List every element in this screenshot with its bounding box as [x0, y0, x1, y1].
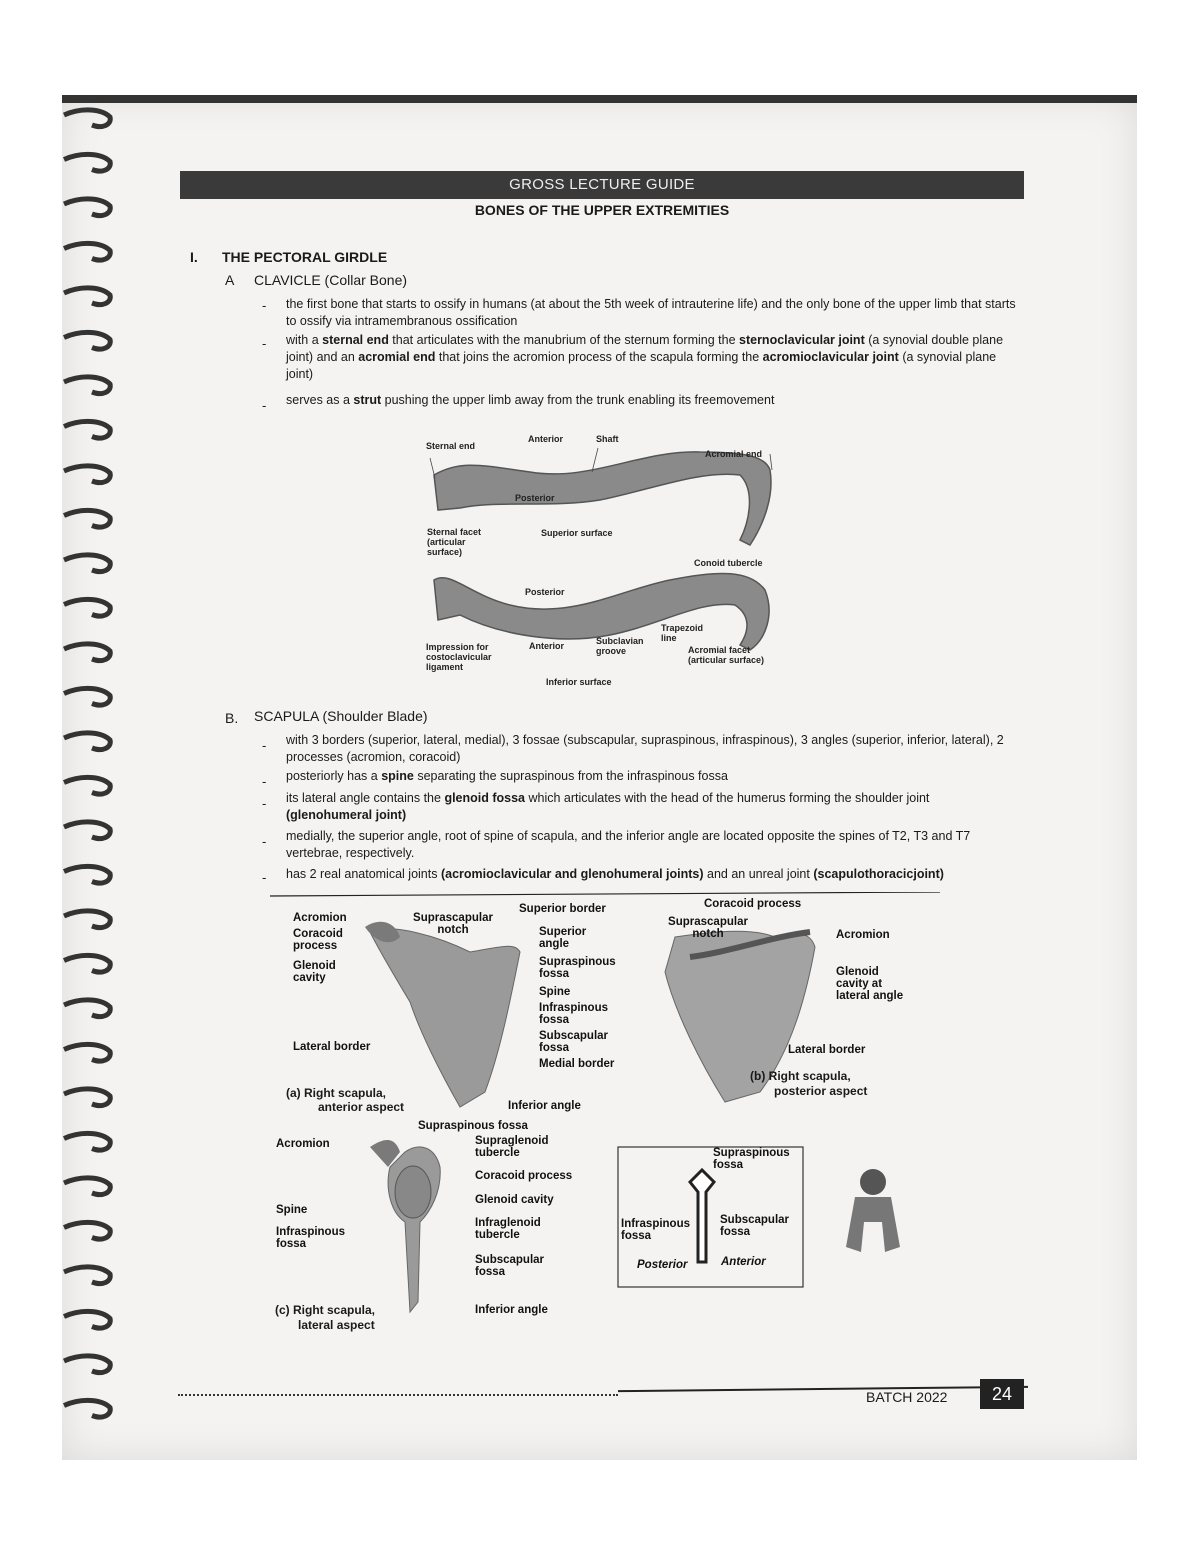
footer-dotted-line — [178, 1394, 618, 1396]
bullet-dash: - — [262, 774, 267, 789]
scapula-bullet-2: posteriorly has a spine separating the supraspinous from the infraspinous fossa — [286, 769, 728, 783]
section-title: THE PECTORAL GIRDLE — [222, 249, 388, 265]
bullet-dash: - — [262, 336, 267, 351]
label-impression: Impression for costoclavicular ligament — [426, 642, 492, 672]
spiral-coil — [64, 555, 110, 572]
a-caption-line2: anterior aspect — [318, 1100, 405, 1114]
section-number: I. — [190, 249, 198, 265]
c-infraglenoid-tubercle: Infraglenoid tubercle — [475, 1217, 541, 1241]
clavicle-bullet-3: serves as a strut pushing the upper limb away from the trunk enabling its freemovement — [286, 393, 775, 407]
bullet-dash: - — [262, 738, 267, 753]
box-supraspinous-fossa: Supraspinous fossa — [713, 1147, 790, 1171]
label-inferior-surface: Inferior surface — [546, 677, 612, 687]
c-glenoid-cavity: Glenoid cavity — [475, 1194, 554, 1206]
scapula-heading: SCAPULA (Shoulder Blade) — [254, 708, 428, 724]
b-caption-line2: posterior aspect — [774, 1084, 868, 1098]
bullet-dash: - — [262, 870, 267, 885]
spiral-coil — [64, 377, 110, 394]
a-caption-line1: (a) Right scapula, — [286, 1086, 387, 1100]
spiral-coil — [64, 466, 110, 483]
a-medial-border: Medial border — [539, 1058, 615, 1070]
label-subclavian-groove: Subclavian groove — [596, 636, 644, 656]
label-acromial-facet: Acromial facet (articular surface) — [688, 645, 765, 665]
a-lateral-border: Lateral border — [293, 1041, 371, 1053]
spiral-coil — [64, 1400, 110, 1417]
spiral-coil — [64, 332, 110, 349]
spiral-coil — [64, 1044, 110, 1061]
clavicle-bullet-2: with a sternal end that articulates with the manubrium of the sternum forming the sternoclavicular joint (a synovial double plane joint) and an acromial end that joins the acromion process of the scapula forming the acromioclavicular joint (a synovial plane joint) — [286, 333, 1004, 381]
c-acromion: Acromion — [276, 1138, 330, 1150]
scapula-bullet-5: has 2 real anatomical joints (acromioclavicular and glenohumeral joints) and an unreal joint (scapulothoracicjoint) — [286, 867, 944, 881]
label-sternal-end: Sternal end — [426, 441, 476, 451]
c-coracoid-process: Coracoid process — [475, 1170, 573, 1182]
clavicle-bullet-1: the first bone that starts to ossify in humans (at about the 5th week of intrauterine life) and the only bone of the upper limb that starts to ossify via intramembranous ossification — [286, 297, 1016, 328]
spiral-coil — [64, 866, 110, 883]
spiral-coil — [64, 1000, 110, 1017]
label-trapezoid-line: Trapezoid line — [661, 623, 704, 643]
c-caption-line2: lateral aspect — [298, 1318, 375, 1332]
b-acromion: Acromion — [836, 929, 890, 941]
spiral-coil — [64, 1311, 110, 1328]
b-caption-line1: (b) Right scapula, — [750, 1069, 851, 1083]
spiral-coil — [64, 110, 110, 127]
label-anterior-bottom: Anterior — [529, 641, 565, 651]
spiral-coil — [64, 1222, 110, 1239]
c-supraspinous-fossa: Supraspinous fossa — [418, 1120, 528, 1132]
c-infraspinous-fossa: Infraspinous fossa — [276, 1226, 346, 1250]
a-suprascapular-notch: Suprascapular notch — [413, 912, 493, 936]
label-sternal-facet: Sternal facet (articular surface) — [427, 527, 482, 557]
label-conoid-tubercle: Conoid tubercle — [694, 558, 763, 568]
page-number: 24 — [980, 1379, 1024, 1409]
spiral-coil — [64, 822, 110, 839]
spiral-coil — [64, 911, 110, 928]
scapula-letter: B. — [225, 710, 239, 726]
box-posterior: Posterior — [637, 1259, 688, 1271]
label-posterior-1: Posterior — [515, 493, 555, 503]
spiral-coil — [64, 243, 110, 260]
page-subtitle: BONES OF THE UPPER EXTREMITIES — [474, 202, 730, 218]
page-top-edge — [62, 95, 1137, 103]
c-spine: Spine — [276, 1204, 308, 1216]
c-subscapular-fossa: Subscapular fossa — [475, 1254, 545, 1278]
spiral-coil — [64, 421, 110, 438]
a-acromion: Acromion — [293, 912, 347, 924]
scapula-bullet-1: with 3 borders (superior, lateral, medial), 3 fossae (subscapular, supraspinous, infraspinous), 3 angles (superior, inferior, lateral), 2 processes (acromion, coracoid) — [286, 733, 1004, 764]
c-inferior-angle: Inferior angle — [475, 1304, 548, 1316]
b-glenoid-cavity: Glenoid cavity at lateral angle — [836, 966, 904, 1002]
box-subscapular-fossa: Subscapular fossa — [720, 1214, 790, 1238]
spiral-coil — [64, 599, 110, 616]
spiral-coil — [64, 777, 110, 794]
scapula-bullet-4: medially, the superior angle, root of spine of scapula, and the inferior angle are located opposite the spines of T2, T3 and T7 vertebrae, respectively. — [286, 829, 971, 860]
spiral-coil — [64, 733, 110, 750]
a-supraspinous-fossa: Supraspinous fossa — [539, 956, 616, 980]
label-shaft: Shaft — [596, 434, 619, 444]
b-lateral-border: Lateral border — [788, 1044, 866, 1056]
spiral-binding — [62, 100, 117, 1460]
bullet-dash: - — [262, 298, 267, 313]
guide-title-band: GROSS LECTURE GUIDE — [180, 171, 1024, 199]
spiral-coil — [64, 688, 110, 705]
spiral-coil — [64, 1356, 110, 1373]
bullet-dash: - — [262, 834, 267, 849]
a-superior-border: Superior border — [519, 903, 606, 915]
c-caption-line1: (c) Right scapula, — [275, 1303, 376, 1317]
spiral-coil — [64, 154, 110, 171]
clavicle-letter: A — [225, 272, 235, 288]
label-anterior-top: Anterior — [528, 434, 564, 444]
spiral-coil — [64, 1133, 110, 1150]
bullet-dash: - — [262, 398, 267, 413]
b-suprascapular-notch: Suprascapular notch — [668, 916, 748, 940]
a-coracoid-process: Coracoid process — [293, 928, 343, 952]
bullet-dash: - — [262, 796, 267, 811]
label-posterior-2: Posterior — [525, 587, 565, 597]
scapula-bullet-3: its lateral angle contains the glenoid fossa which articulates with the head of the humerus forming the shoulder joint (glenohumeral joint) — [286, 791, 930, 822]
spiral-coil — [64, 955, 110, 972]
spiral-coil — [64, 1178, 110, 1195]
footer-batch: BATCH 2022 — [866, 1389, 948, 1405]
box-anterior: Anterior — [721, 1256, 766, 1268]
spiral-coil — [64, 288, 110, 305]
a-subscapular-fossa: Subscapular fossa — [539, 1030, 609, 1054]
spiral-coil — [64, 644, 110, 661]
a-superior-angle: Superior angle — [539, 926, 587, 950]
spiral-coil — [64, 1089, 110, 1106]
spiral-coil — [64, 1267, 110, 1284]
spiral-coil — [64, 510, 110, 527]
spiral-coil — [64, 199, 110, 216]
a-spine: Spine — [539, 986, 571, 998]
clavicle-heading: CLAVICLE (Collar Bone) — [254, 272, 408, 288]
c-supraglenoid-tubercle: Supraglenoid tubercle — [475, 1135, 549, 1159]
label-acromial-end: Acromial end — [705, 449, 763, 459]
box-infraspinous-fossa: Infraspinous fossa — [621, 1218, 691, 1242]
b-coracoid-process: Coracoid process — [704, 898, 802, 910]
a-infraspinous-fossa: Infraspinous fossa — [539, 1002, 609, 1026]
label-superior-surface: Superior surface — [541, 528, 613, 538]
a-inferior-angle: Inferior angle — [508, 1100, 581, 1112]
a-glenoid-cavity: Glenoid cavity — [293, 960, 336, 984]
